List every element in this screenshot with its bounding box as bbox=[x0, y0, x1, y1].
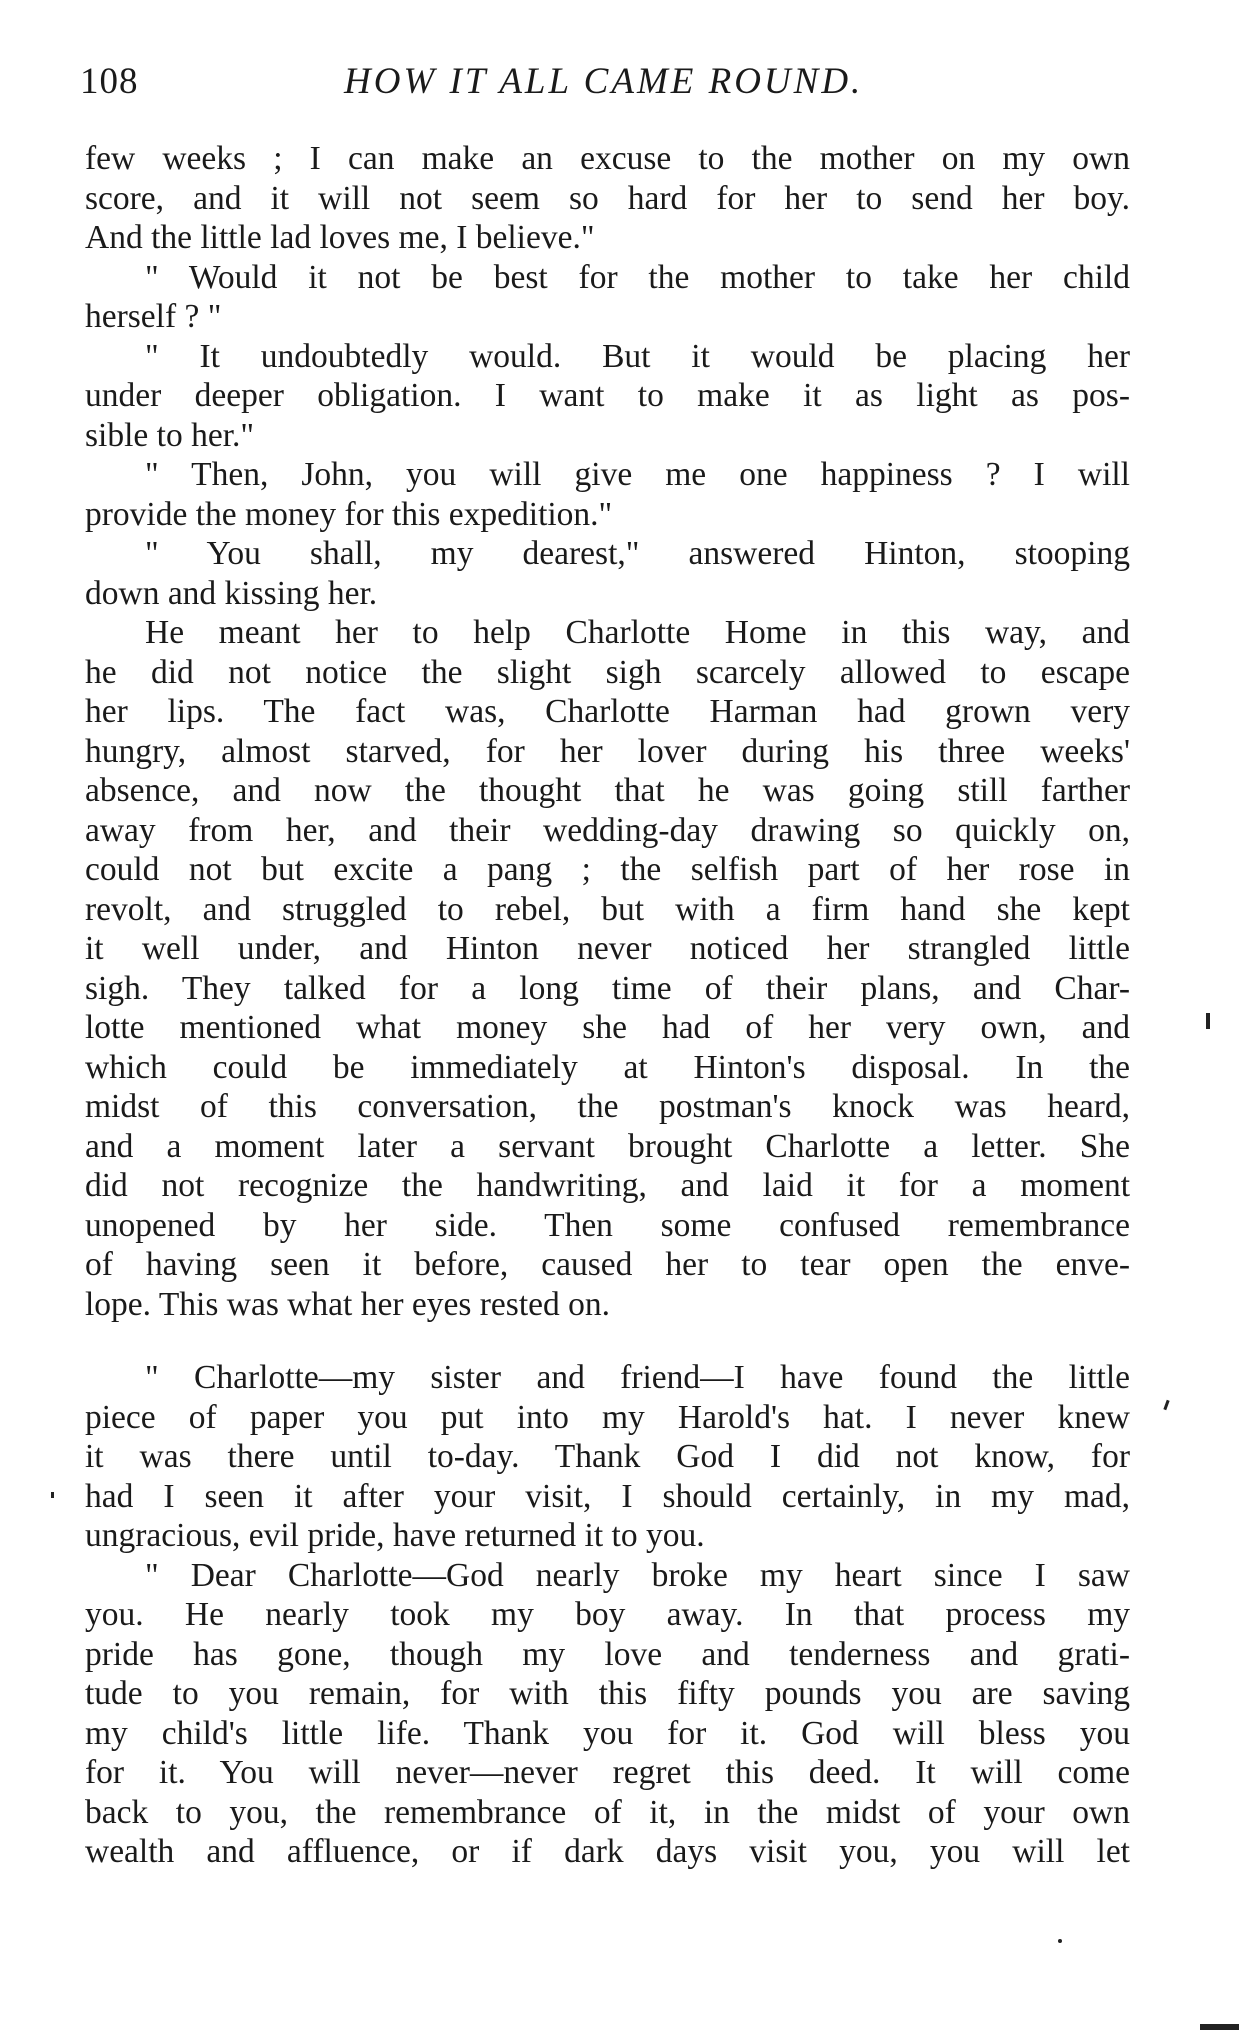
scan-speck bbox=[1163, 1400, 1169, 1410]
paragraph bbox=[85, 455, 1130, 534]
text-line: absence, and now the thought that he was going still farther bbox=[85, 772, 1130, 809]
scan-speck bbox=[1206, 1013, 1210, 1029]
letter-line: " Charlotte—my sister and friend—I have found the little bbox=[145, 1359, 1130, 1396]
text-line: " Then, John, you will give me one happiness ? I will bbox=[145, 456, 1130, 493]
letter-line: for it. You will never—never regret this deed. It will come bbox=[85, 1754, 1130, 1791]
text-line: he did not notice the slight sigh scarcely allowed to escape bbox=[85, 653, 1130, 691]
text-line: He meant her to help Charlotte Home in this way, and bbox=[145, 614, 1130, 651]
scan-speck bbox=[1200, 2024, 1239, 2030]
text-line: and a moment later a servant brought Charlotte a letter. She bbox=[85, 1127, 1130, 1165]
letter-line: piece of paper you put into my Harold's hat. I never knew bbox=[85, 1398, 1130, 1436]
text-line: sigh. They talked for a long time of their plans, and Char- bbox=[85, 969, 1130, 1007]
page-number: 108 bbox=[80, 61, 139, 102]
text-line: provide the money for this expedition." bbox=[85, 495, 613, 533]
paragraph bbox=[85, 613, 1130, 1324]
letter-line: pride has gone, though my love and tenderness and grati- bbox=[85, 1635, 1130, 1673]
text-line: " Would it not be best for the mother to take her child bbox=[145, 258, 1130, 296]
text-line: And the little lad loves me, I believe." bbox=[85, 219, 595, 256]
letter-line: ungracious, evil pride, have returned it to you. bbox=[85, 1517, 705, 1554]
text-line: away from her, and their wedding-day drawing so quickly on, bbox=[85, 811, 1130, 849]
paragraph bbox=[85, 337, 1130, 456]
letter-line: back to you, the remembrance of it, in the midst of your own bbox=[85, 1793, 1130, 1831]
text-line: which could be immediately at Hinton's disposal. In the bbox=[85, 1048, 1130, 1086]
scan-speck bbox=[51, 1492, 54, 1498]
page-header bbox=[80, 60, 1130, 112]
scan-speck bbox=[1058, 1939, 1062, 1943]
body-text bbox=[85, 139, 1130, 1872]
letter-paragraph bbox=[85, 1556, 1130, 1872]
text-line: did not recognize the handwriting, and laid it for a moment bbox=[85, 1167, 1130, 1204]
letter-line: my child's little life. Thank you for it. God will bless you bbox=[85, 1714, 1130, 1752]
text-line: herself ? " bbox=[85, 298, 222, 335]
running-title: HOW IT ALL CAME ROUND. bbox=[344, 61, 864, 102]
text-line: lope. This was what her eyes rested on. bbox=[85, 1285, 611, 1323]
text-line: few weeks ; I can make an excuse to the mother on my own bbox=[85, 140, 1130, 177]
text-line: lotte mentioned what money she had of her very own, and bbox=[85, 1009, 1130, 1046]
text-line: of having seen it before, caused her to tear open the enve- bbox=[85, 1246, 1130, 1283]
text-line: score, and it will not seem so hard for her to send her boy. bbox=[85, 179, 1130, 217]
text-line: her lips. The fact was, Charlotte Harman had grown very bbox=[85, 693, 1130, 730]
letter-line: it was there until to-day. Thank God I did not know, for bbox=[85, 1438, 1130, 1475]
letter-line: had I seen it after your visit, I should certainly, in my mad, bbox=[85, 1477, 1130, 1515]
text-line: revolt, and struggled to rebel, but with a firm hand she kept bbox=[85, 890, 1130, 928]
letter-line: " Dear Charlotte—God nearly broke my heart since I saw bbox=[145, 1556, 1130, 1594]
text-line: midst of this conversation, the postman's knock was heard, bbox=[85, 1088, 1130, 1125]
text-line: " It undoubtedly would. But it would be placing her bbox=[145, 337, 1130, 375]
paragraph bbox=[85, 534, 1130, 613]
letter-line: tude to you remain, for with this fifty pounds you are saving bbox=[85, 1675, 1130, 1712]
text-line: sible to her." bbox=[85, 416, 255, 454]
letter-line: you. He nearly took my boy away. In that process my bbox=[85, 1596, 1130, 1633]
section-gap bbox=[85, 1324, 1130, 1358]
letter-line: wealth and affluence, or if dark days visit you, you will let bbox=[85, 1833, 1130, 1870]
paragraph bbox=[85, 139, 1130, 258]
letter-paragraph bbox=[85, 1358, 1130, 1556]
text-line: " You shall, my dearest," answered Hinton, stooping bbox=[145, 535, 1130, 572]
paragraph bbox=[85, 258, 1130, 337]
text-line: hungry, almost starved, for her lover during his three weeks' bbox=[85, 732, 1130, 770]
text-line: could not but excite a pang ; the selfish part of her rose in bbox=[85, 851, 1130, 888]
text-line: unopened by her side. Then some confused remembrance bbox=[85, 1206, 1130, 1244]
text-line: it well under, and Hinton never noticed her strangled little bbox=[85, 930, 1130, 967]
text-line: down and kissing her. bbox=[85, 574, 378, 612]
text-line: under deeper obligation. I want to make it as light as pos- bbox=[85, 377, 1130, 414]
